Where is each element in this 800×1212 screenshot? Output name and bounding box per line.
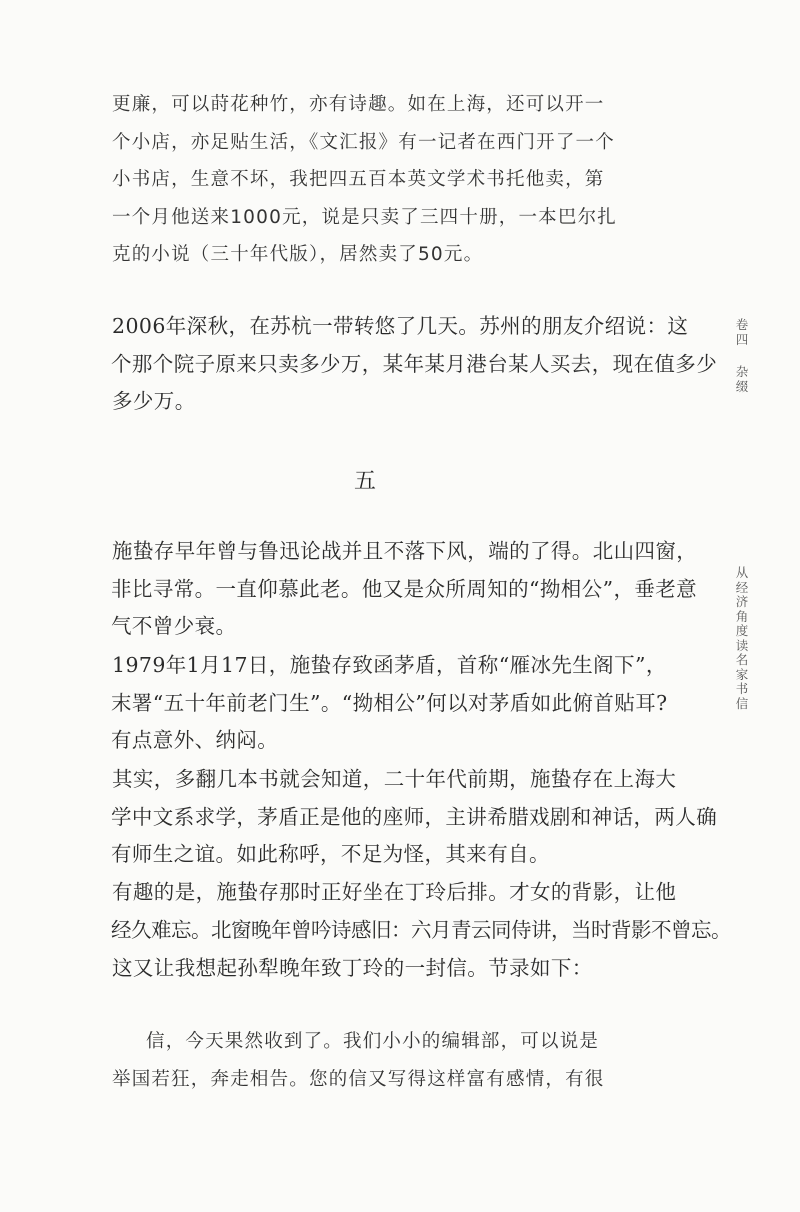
text-line: 这又让我想起孙犁晚年致丁玲的一封信。节录如下： [112, 956, 593, 980]
quote-line: 个小店，亦足贴生活，《文汇报》有一记者在西门开了一个 [112, 131, 615, 153]
text-line: 施蛰存早年曾与鲁迅论战并且不落下风，端的了得。北山四窗， [112, 539, 698, 563]
paragraph-ding-ling [111, 874, 731, 949]
text-line: 个那个院子原来只卖多少万，某年某月港台某人买去，现在值多少 [111, 351, 718, 376]
quoted-letter-top [112, 86, 617, 274]
text-line: 学中文系求学，茅盾正是他的座师，主讲希腊戏剧和神话，两人确 [111, 804, 718, 829]
quote-line: 小书店，生意不坏，我把四五百本英文学术书托他卖，第 [112, 169, 605, 190]
text-line: 经久难忘。北窗晚年曾吟诗感旧：六月青云同侍讲，当时背影不曾忘。 [111, 917, 731, 942]
paragraph-shi-zhecun [111, 533, 698, 646]
section-heading: 五 [353, 469, 376, 494]
text-line: 气不曾少衰。 [111, 614, 237, 638]
text-line: 2006年深秋，在苏杭一带转悠了几天。苏州的朋友介绍说：这 [112, 314, 689, 338]
text-line: 其实，多翻几本书就会知道，二十年代前期，施蛰存在上海大 [112, 767, 677, 791]
text-line: 有趣的是，施蛰存那时正好坐在丁玲后排。才女的背影，让他 [112, 880, 677, 904]
running-head-chapter [733, 318, 751, 394]
quote-line: 一个月他送来1000元，说是只卖了三四十册，一本巴尔扎 [112, 206, 617, 228]
paragraph-sun-li [112, 950, 672, 988]
running-head-book-title: 从经济角度读名家书信 [735, 565, 749, 711]
quote-line: 举国若狂，奔走相告。您的信又写得这样富有感情，有很 [112, 1068, 605, 1090]
chapter-name: 杂缀 [735, 364, 749, 394]
text-line: 有师生之谊。如此称呼，不足为怪，其来有自。 [111, 842, 550, 866]
text-line: 非比寻常。一直仰慕此老。他又是众所周知的“拗相公”，垂老意 [111, 576, 698, 601]
text-line: 末署“五十年前老门生”。“拗相公”何以对茅盾如此俯首贴耳? [111, 690, 668, 715]
quote-line: 信，今天果然收到了。我们小小的编辑部，可以说是 [146, 1031, 600, 1052]
paragraph-teacher-student [111, 761, 718, 874]
quote-line: 克的小说（三十年代版），居然卖了50元。 [112, 244, 484, 265]
paragraph-1979-letter [112, 647, 672, 760]
quote-line: 更廉，可以莳花种竹，亦有诗趣。如在上海，还可以开一 [112, 94, 605, 115]
quoted-letter-bottom [112, 1023, 605, 1098]
chapter-number: 卷四 [735, 317, 749, 347]
text-line: 1979年1月17日，施蛰存致函茅盾，首称“雁冰先生阁下”， [112, 653, 667, 677]
text-line: 有点意外、纳闷。 [111, 728, 279, 752]
text-line: 多少万。 [112, 389, 196, 413]
paragraph-suzhou [111, 308, 718, 421]
